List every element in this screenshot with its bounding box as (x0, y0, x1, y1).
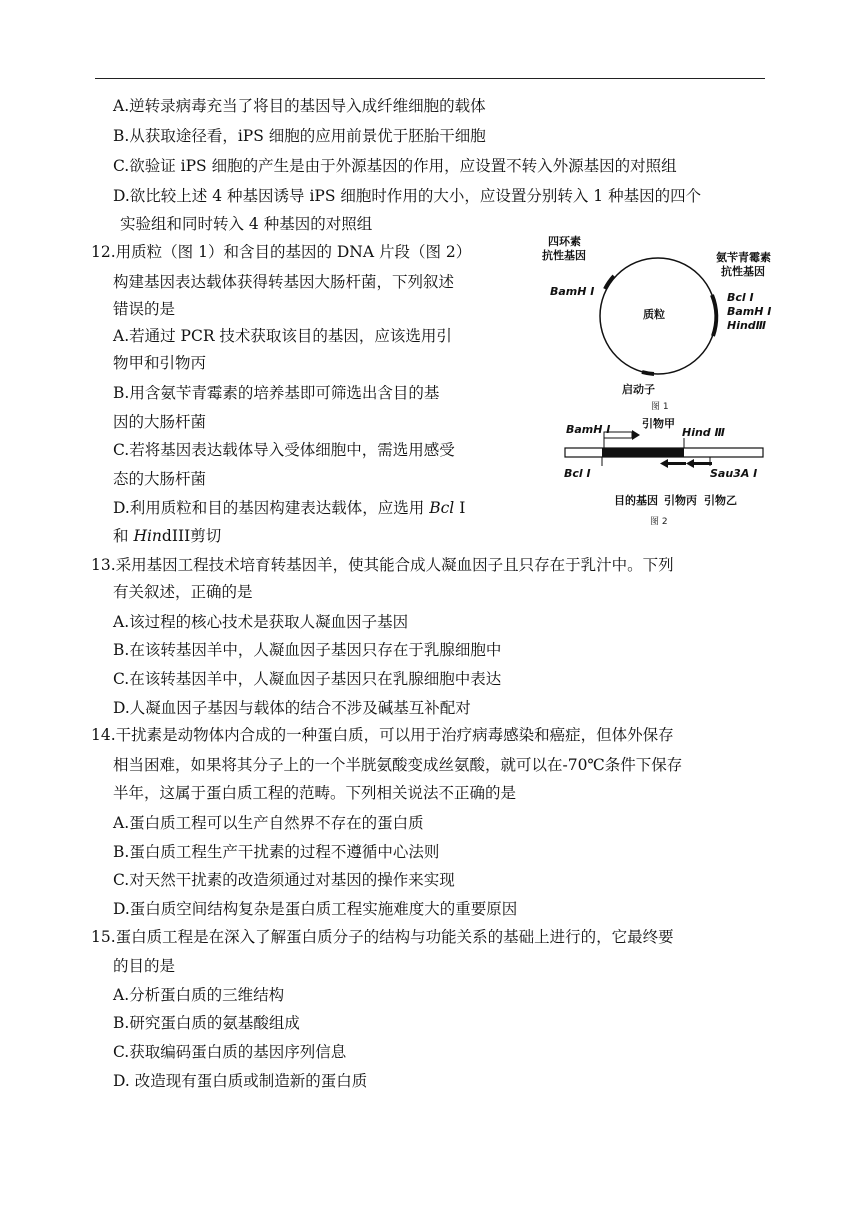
fig2-bamh1-label: BamH I (566, 423, 611, 436)
q11-option-a: A.逆转录病毒充当了将目的基因导入成纤维细胞的载体 (113, 97, 486, 115)
q11-option-c: C.欲验证 iPS 细胞的产生是由于外源基因的作用，应设置不转入外源基因的对照组 (113, 157, 677, 175)
q15-option-a: A.分析蛋白质的三维结构 (113, 986, 285, 1004)
q14-option-a: A.蛋白质工程可以生产自然界不存在的蛋白质 (113, 814, 424, 832)
promoter-segment (642, 372, 654, 374)
amp-resistance-gene-segment (712, 295, 716, 336)
q12-stem: 12.用质粒（图 1）和含目的基因的 DNA 片段（图 2） (91, 243, 472, 261)
fig2-hind3-label: Hind Ⅲ (682, 426, 725, 439)
q14-stem-cont: 半年，这属于蛋白质工程的范畴。下列相关说法不正确的是 (113, 784, 517, 802)
q12-stem-cont: 构建基因表达载体获得转基因大肠杆菌，下列叙述 (113, 273, 455, 291)
dna-fragment-figure (560, 418, 770, 530)
q12-stem-cont: 错误的是 (113, 300, 176, 318)
q11-option-d: D.欲比较上述 4 种基因诱导 iPS 细胞时作用的大小，应设置分别转入 1 种基因的四个 (113, 187, 702, 205)
q12-option-a-cont: 物甲和引物丙 (113, 354, 207, 372)
header-rule (95, 78, 765, 79)
q15-option-b: B.研究蛋白质的氨基酸组成 (113, 1014, 300, 1032)
primer-a-label: 引物甲 (642, 418, 675, 430)
fig2-bcl1-label: Bcl I (564, 467, 591, 480)
q15-option-c: C.获取编码蛋白质的基因序列信息 (113, 1043, 347, 1061)
q13-option-c: C.在该转基因羊中，人凝血因子基因只在乳腺细胞中表达 (113, 670, 502, 688)
plasmid-figure (530, 228, 820, 410)
hind3-label: HindⅢ (727, 319, 767, 332)
primer-c-label: 引物丙 (664, 494, 697, 507)
q14-stem: 14.干扰素是动物体内合成的一种蛋白质，可以用于治疗病毒感染和癌症，但体外保存 (91, 726, 674, 744)
q15-stem: 15.蛋白质工程是在深入了解蛋白质分子的结构与功能关系的基础上进行的，它最终要 (91, 928, 674, 946)
sau3a-label: Sau3A I (710, 467, 758, 480)
q13-stem-cont: 有关叙述，正确的是 (113, 583, 253, 601)
q12-option-b: B.用含氨苄青霉素的培养基即可筛选出含目的基 (113, 384, 440, 402)
q14-option-d: D.蛋白质空间结构复杂是蛋白质工程实施难度大的重要原因 (113, 900, 518, 918)
plasmid-label: 质粒 (643, 308, 665, 321)
bamh1-right-label: BamH I (727, 305, 772, 318)
q13-option-d: D.人凝血因子基因与载体的结合不涉及碱基互补配对 (113, 699, 471, 717)
q14-option-c: C.对天然干扰素的改造须通过对基因的操作来实现 (113, 871, 455, 889)
target-gene-label: 目的基因 (614, 494, 658, 507)
bcl1-label: Bcl I (727, 291, 754, 304)
q13-option-b: B.在该转基因羊中，人凝血因子基因只存在于乳腺细胞中 (113, 641, 502, 659)
tet-label-1: 四环素 (548, 235, 581, 248)
figure-1-caption: 图 1 (651, 402, 669, 410)
bamh1-left-label: BamH I (550, 285, 595, 298)
figure-2-caption: 图 2 (650, 517, 668, 527)
q12-option-d-cont: 和 HindIII剪切 (113, 527, 222, 545)
tet-label-2: 抗性基因 (542, 249, 586, 262)
primer-b-mark (694, 462, 712, 465)
amp-label-2: 抗性基因 (721, 265, 765, 278)
q12-option-b-cont: 因的大肠杆菌 (113, 413, 207, 431)
q11-option-d-cont: 实验组和同时转入 4 种基因的对照组 (120, 215, 373, 233)
q15-option-d: D. 改造现有蛋白质或制造新的蛋白质 (113, 1072, 368, 1090)
q11-option-b: B.从获取途径看，iPS 细胞的应用前景优于胚胎干细胞 (113, 127, 486, 145)
q12-option-c: C.若将基因表达载体导入受体细胞中，需选用感受 (113, 441, 455, 459)
q14-option-b: B.蛋白质工程生产干扰素的过程不遵循中心法则 (113, 843, 440, 861)
amp-label-1: 氨苄青霉素 (716, 251, 771, 264)
q12-option-a: A.若通过 PCR 技术获取该目的基因，应该选用引 (113, 327, 452, 345)
tet-resistance-gene-segment (605, 276, 614, 289)
primer-c-mark (668, 462, 686, 465)
promoter-label: 启动子 (622, 383, 655, 396)
q13-stem: 13.采用基因工程技术培育转基因羊，使其能合成人凝血因子且只存在于乳汁中。下列 (91, 556, 674, 574)
q12-option-c-cont: 态的大肠杆菌 (113, 470, 207, 488)
q14-stem-cont: 相当困难，如果将其分子上的一个半胱氨酸变成丝氨酸，就可以在-70℃条件下保存 (113, 756, 683, 774)
q13-option-a: A.该过程的核心技术是获取人凝血因子基因 (113, 613, 409, 631)
target-gene-region (602, 448, 684, 457)
primer-b-label: 引物乙 (704, 494, 737, 507)
q15-stem-cont: 的目的是 (113, 957, 176, 975)
q12-option-d: D.利用质粒和目的基因构建表达载体，应选用 Bcl I (113, 499, 466, 517)
